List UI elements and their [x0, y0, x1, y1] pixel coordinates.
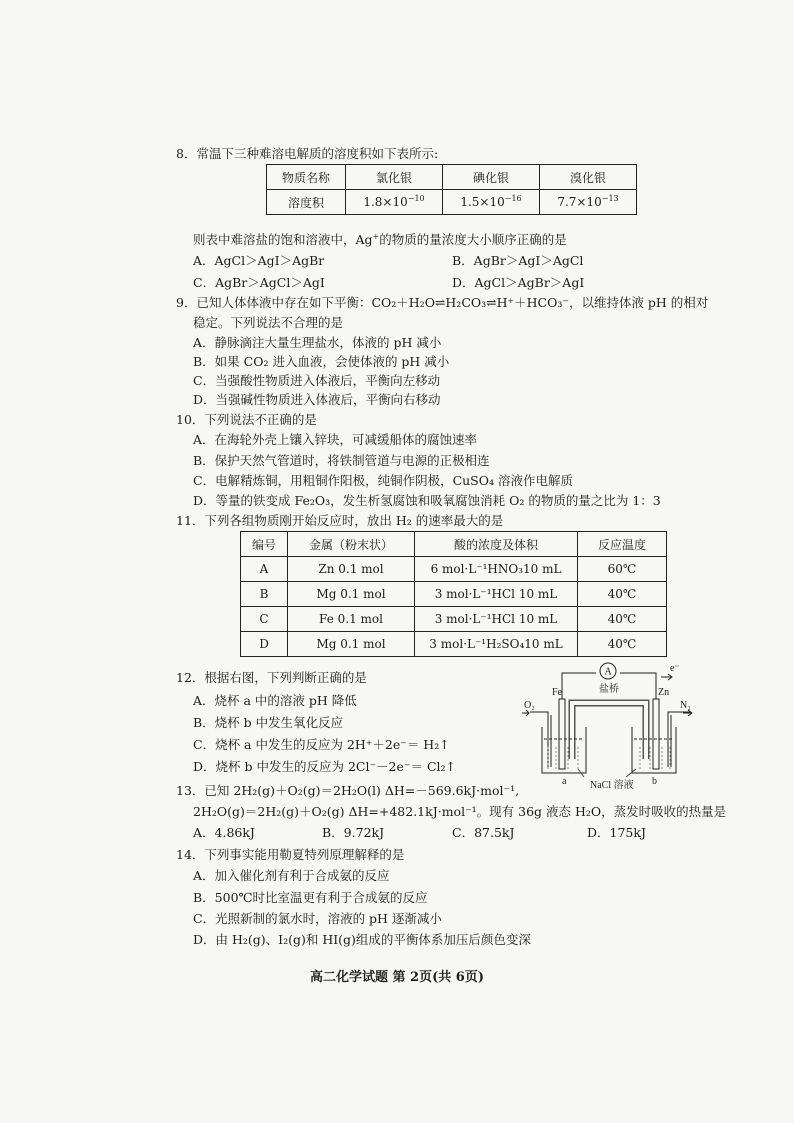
table-row — [241, 632, 667, 657]
q10-option-c: C．电解精炼铜，用粗铜作阳极，纯铜作阴极，CuSO₄ 溶液作电解质 — [193, 473, 573, 488]
n2-label: N₂ — [680, 700, 691, 711]
q12-option-c: C．烧杯 a 中发生的反应为 2H⁺＋2e⁻＝ H₂↑ — [193, 737, 450, 752]
zn-electrode — [653, 699, 659, 769]
fe-electrode — [559, 699, 565, 769]
galvanic-cell-diagram — [520, 655, 700, 790]
zn-electrode-label: Zn — [658, 687, 670, 698]
page-footer: 高二化学试题 第 2页(共 6页) — [310, 970, 484, 985]
table-cell: 反应温度 — [578, 532, 667, 557]
q13-option-a: A．4.86kJ — [193, 825, 255, 840]
q9-option-c: C．当强酸性物质进入体液后，平衡向左移动 — [193, 373, 441, 388]
q12-option-d: D．烧杯 b 中发生的反应为 2Cl⁻－2e⁻＝ Cl₂↑ — [193, 759, 457, 774]
ksp-mantissa: 1.8×10 — [363, 195, 408, 209]
table-cell — [443, 190, 540, 215]
electron-label: e⁻ — [670, 663, 680, 674]
table-cell: C — [241, 607, 288, 632]
q9-option-b: B．如果 CO₂ 进入血液，会使体液的 pH 减小 — [193, 354, 450, 369]
q12-stem: 12．根据右图，下列判断正确的是 — [176, 670, 367, 685]
table-cell: 碘化银 — [443, 165, 540, 190]
q13-option-d: D．175kJ — [587, 825, 646, 840]
q8-option-a: A．AgCl＞AgI＞AgBr — [193, 253, 325, 268]
q8-ask-sup: + — [372, 231, 380, 241]
table-cell: 60℃ — [578, 557, 667, 582]
table-cell: 40℃ — [578, 607, 667, 632]
ksp-exponent: −13 — [601, 194, 619, 203]
q10-option-b: B．保护天然气管道时，将铁制管道与电源的正极相连 — [193, 453, 490, 468]
q9-option-d: D．当强碱性物质进入体液后，平衡向右移动 — [193, 392, 441, 407]
salt-bridge — [572, 703, 646, 759]
table-cell: 物质名称 — [267, 165, 346, 190]
q12-option-b: B．烧杯 b 中发生氧化反应 — [193, 715, 344, 730]
q14-option-b: B．500℃时比室温更有利于合成氨的反应 — [193, 890, 428, 905]
ksp-mantissa: 7.7×10 — [557, 195, 602, 209]
q8-option-d: D．AgCl＞AgBr＞AgI — [452, 275, 585, 290]
table-row — [241, 557, 667, 582]
nacl-solution-label: NaCl 溶液 — [590, 780, 634, 790]
table-cell: Zn 0.1 mol — [288, 557, 415, 582]
q8-option-c: C．AgBr＞AgCl＞AgI — [193, 275, 325, 290]
q8-ksp-table — [266, 164, 637, 215]
q10-stem: 10．下列说法不正确的是 — [176, 412, 317, 427]
table-cell: 6 mol·L⁻¹HNO₃10 mL — [415, 557, 578, 582]
q14-option-c: C．光照新制的氯水时，溶液的 pH 逐渐减小 — [193, 911, 442, 926]
table-row — [241, 532, 667, 557]
table-cell: Mg 0.1 mol — [288, 632, 415, 657]
table-row — [267, 165, 637, 190]
q8-stem: 8．常温下三种难溶电解质的溶度积如下表所示: — [176, 146, 439, 161]
q10-option-a: A．在海轮外壳上镶入锌块，可减缓船体的腐蚀速率 — [193, 432, 478, 447]
beaker-b-label: b — [652, 776, 657, 787]
q8-option-b: B．AgBr＞AgI＞AgCl — [452, 253, 584, 268]
q8-ask-pre: 则表中难溶盐的饱和溶液中， — [193, 232, 356, 247]
fe-electrode-label: Fe — [552, 687, 562, 698]
q10-option-d: D．等量的铁变成 Fe₂O₃，发生析氢腐蚀和吸氧腐蚀消耗 O₂ 的物质的量之比为 1：3 — [193, 493, 661, 508]
table-cell: 溶度积 — [267, 190, 346, 215]
electron-arrow-icon — [661, 674, 672, 680]
q8-ask — [193, 231, 567, 249]
table-cell: 氯化银 — [346, 165, 443, 190]
q8-ask-ion: Ag — [355, 232, 373, 247]
beaker-a-label: a — [562, 776, 567, 787]
table-cell: 3 mol·L⁻¹HCl 10 mL — [415, 607, 578, 632]
wire-left — [562, 673, 596, 699]
table-cell: 酸的浓度及体积 — [415, 532, 578, 557]
q14-option-a: A．加入催化剂有利于合成氨的反应 — [193, 868, 390, 883]
q13-line-1: 13．已知 2H₂(g)＋O₂(g)＝2H₂O(l) ΔH=－569.6kJ·mol⁻¹, — [176, 783, 520, 798]
ksp-exponent: −16 — [504, 194, 522, 203]
table-cell: 3 mol·L⁻¹H₂SO₄10 mL — [415, 632, 578, 657]
q13-option-c: C．87.5kJ — [452, 825, 515, 840]
salt-bridge-label: 盐桥 — [599, 684, 619, 695]
table-cell: Mg 0.1 mol — [288, 582, 415, 607]
q13-line-2: 2H₂O(g)＝2H₂(g)＋O₂(g) ΔH=+482.1kJ·mol⁻¹。现有 36g 液态 H₂O，蒸发时吸收的热量是 — [193, 804, 727, 819]
table-cell: 40℃ — [578, 582, 667, 607]
q12-option-a: A．烧杯 a 中的溶液 pH 降低 — [193, 693, 357, 708]
ksp-exponent: −10 — [407, 194, 425, 203]
solution-hatch — [548, 747, 670, 770]
table-cell: 编号 — [241, 532, 288, 557]
table-cell — [540, 190, 637, 215]
q14-option-d: D．由 H₂(g)、I₂(g)和 HI(g)组成的平衡体系加压后颜色变深 — [193, 932, 531, 947]
table-row — [241, 607, 667, 632]
q9-option-a: A．静脉滴注大量生理盐水，体液的 pH 减小 — [193, 335, 442, 350]
table-cell: 金属（粉末状） — [288, 532, 415, 557]
table-cell: 40℃ — [578, 632, 667, 657]
table-cell: B — [241, 582, 288, 607]
table-cell: 3 mol·L⁻¹HCl 10 mL — [415, 582, 578, 607]
table-row — [267, 190, 637, 215]
table-cell: D — [241, 632, 288, 657]
q14-stem: 14．下列事实能用勒夏特列原理解释的是 — [176, 847, 405, 862]
table-cell: Fe 0.1 mol — [288, 607, 415, 632]
ksp-mantissa: 1.5×10 — [460, 195, 505, 209]
table-cell: A — [241, 557, 288, 582]
q8-ask-post: 的物质的量浓度大小顺序正确的是 — [379, 232, 567, 247]
q11-rate-table — [240, 531, 667, 657]
o2-label: O₂ — [524, 700, 535, 711]
wire-right — [620, 673, 656, 699]
table-row — [241, 582, 667, 607]
q9-stem-2: 稳定。下列说法不合理的是 — [193, 315, 344, 330]
q13-option-b: B．9.72kJ — [322, 825, 385, 840]
q11-stem: 11．下列各组物质刚开始反应时，放出 H₂ 的速率最大的是 — [176, 513, 504, 528]
q9-stem-1: 9．已知人体体液中存在如下平衡：CO₂＋H₂O⇌H₂CO₃⇌H⁺＋HCO₃⁻，以维持体液 pH 的相对 — [176, 295, 709, 310]
table-cell: 溴化银 — [540, 165, 637, 190]
ammeter-label: A — [604, 666, 612, 678]
table-cell — [346, 190, 443, 215]
